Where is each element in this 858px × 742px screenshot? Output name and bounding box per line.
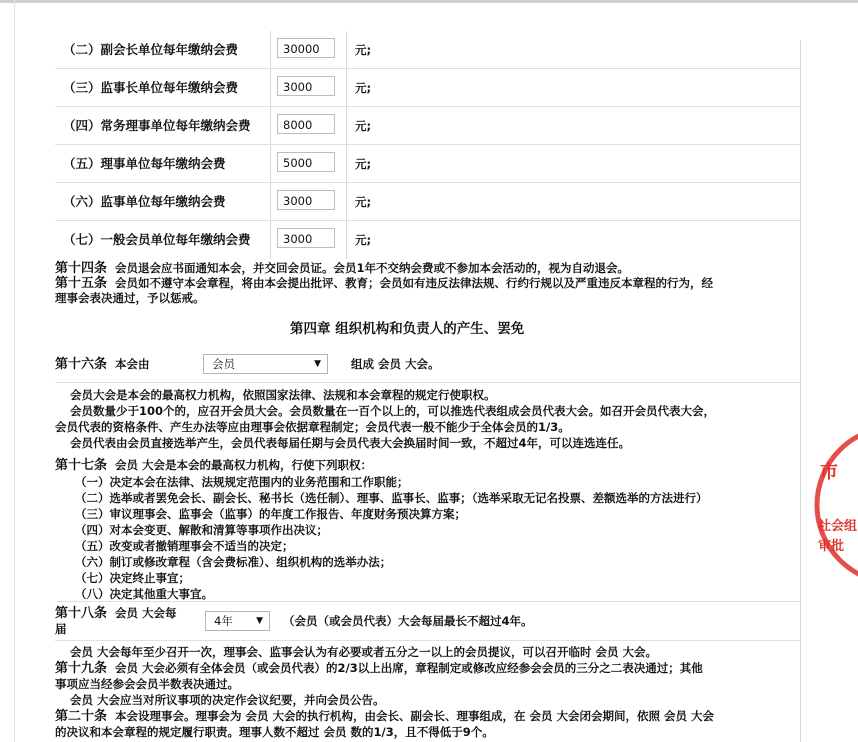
dropdown-arrow-icon: ▼ bbox=[314, 359, 321, 369]
fee-label: （七）一般会员单位每年缴纳会费 bbox=[63, 232, 251, 247]
fee-row-vice-president bbox=[55, 31, 800, 69]
term-length-select-value: 4年 bbox=[214, 614, 233, 628]
fee-input[interactable]: 8000 bbox=[277, 114, 335, 134]
fee-row-director bbox=[55, 145, 800, 183]
article-15-line1: 会员如不遵守本会章程，将由本会提出批评、教育；会员如有违反法律法规、行约行规以及严重违反本章程的行为，经 bbox=[115, 276, 714, 290]
article-17-intro: 会员 大会是本会的最高权力机构，行使下列职权： bbox=[115, 458, 373, 472]
fee-unit: 元; bbox=[355, 81, 372, 95]
fee-input-cell bbox=[270, 183, 347, 221]
page-left-margin-line bbox=[14, 0, 15, 742]
article-19-line2: 事项应当经参会会员半数表决通过。 bbox=[55, 677, 239, 691]
term-length-select[interactable] bbox=[205, 611, 270, 631]
article-20-line2: 的决议和本会章程的规定履行职责。理事人数不超过 会员 数的1/3，且不得低于9个。 bbox=[55, 725, 494, 739]
article-18 bbox=[55, 606, 177, 621]
article-19-line1: 会员 大会必须有全体会员（或会员代表）的2/3以上出席，章程制定或修改应经参会会员的三分之二表决通过；其他 bbox=[115, 661, 703, 675]
article-15-line2: 理事会表决通过，予以惩戒。 bbox=[55, 291, 205, 305]
section-divider bbox=[55, 382, 800, 383]
article-17-item: （三）审议理事会、监事会（监事）的年度工作报告、年度财务预决算方案； bbox=[75, 507, 466, 521]
article-17-item: （五）改变或者撤销理事会不适当的决定； bbox=[75, 539, 294, 553]
article-20-line1: 本会设理事会。理事会为 会员 大会的执行机构，由会长、副会长、理事组成，在 会员 大会闭会期间，依照 会员 大会 bbox=[115, 709, 715, 723]
article-19-line3: 会员 大会应当对所议事项的决定作会议纪要，并向会员公告。 bbox=[70, 693, 385, 707]
fee-label: （四）常务理事单位每年缴纳会费 bbox=[63, 118, 251, 133]
fee-label: （三）监事长单位每年缴纳会费 bbox=[63, 80, 239, 95]
seal-text-1: 市 bbox=[820, 462, 838, 483]
para18: 会员 大会每年至少召开一次，理事会、监事会认为有必要或者五分之一以上的会员提议，可以召开临时 会员 大会。 bbox=[70, 645, 658, 659]
chapter-4-title: 第四章 组织机构和负责人的产生、罢免 bbox=[290, 321, 525, 337]
para16-line1: 会员大会是本会的最高权力机构，依照国家法律、法规和本会章程的规定行使职权。 bbox=[70, 388, 496, 402]
para16-line4: 会员代表由会员直接选举产生，会员代表每届任期与会员代表大会换届时间一致，不超过4年，可以连选连任。 bbox=[70, 436, 630, 450]
official-seal bbox=[800, 420, 858, 590]
article-15 bbox=[55, 276, 713, 291]
fee-input-cell bbox=[270, 221, 347, 259]
seal-text-3: 审批 bbox=[818, 539, 845, 554]
dropdown-arrow-icon: ▼ bbox=[256, 616, 263, 626]
fee-unit: 元; bbox=[355, 233, 372, 247]
article-17-item: （一）决定本会在法律、法规规定范围内的业务范围和工作职能； bbox=[75, 475, 409, 489]
article-14-heading: 第十四条 bbox=[55, 261, 108, 276]
fee-label: （五）理事单位每年缴纳会费 bbox=[63, 156, 226, 171]
fee-input-cell bbox=[270, 31, 347, 69]
fee-unit: 元; bbox=[355, 157, 372, 171]
section-divider bbox=[55, 640, 800, 641]
article-14-text: 会员退会应书面通知本会，并交回会员证。会员1年不交纳会费或不参加本会活动的，视为自动退会。 bbox=[115, 261, 630, 275]
article-14 bbox=[55, 261, 629, 276]
article-15-heading: 第十五条 bbox=[55, 276, 108, 291]
article-17-item: （四）对本会变更、解散和清算等事项作出决议； bbox=[75, 523, 328, 537]
fee-unit: 元; bbox=[355, 119, 372, 133]
article-20-heading: 第二十条 bbox=[55, 709, 108, 724]
member-type-select-value: 会员 bbox=[212, 357, 235, 371]
seal-text-2: 社会组 bbox=[818, 519, 858, 534]
article-19 bbox=[55, 661, 703, 676]
article-17 bbox=[55, 458, 372, 473]
page-top-border bbox=[0, 0, 858, 3]
article-17-item: （八）决定其他重大事宜。 bbox=[75, 587, 213, 601]
article-17-item: （六）制订或修改章程（含会费标准）、组织机构的选举办法； bbox=[75, 555, 392, 569]
article-18-heading: 第十八条 bbox=[55, 606, 108, 621]
fee-unit: 元; bbox=[355, 195, 372, 209]
fee-input[interactable]: 30000 bbox=[277, 38, 335, 58]
fee-row-supervisor-chief bbox=[55, 69, 800, 107]
fee-row-ordinary-member bbox=[55, 221, 800, 259]
article-16-prefix: 本会由 bbox=[115, 357, 150, 371]
fee-input-cell bbox=[270, 69, 347, 107]
fee-label: （六）监事单位每年缴纳会费 bbox=[63, 194, 226, 209]
section-divider bbox=[55, 601, 800, 602]
content-right-border bbox=[800, 40, 801, 742]
fee-unit: 元; bbox=[355, 43, 372, 57]
member-type-select[interactable] bbox=[203, 354, 328, 374]
seal-graphic bbox=[800, 420, 858, 590]
article-16 bbox=[55, 357, 150, 372]
fee-input-cell bbox=[270, 107, 347, 145]
fee-input-cell bbox=[270, 145, 347, 183]
fee-row-standing-director bbox=[55, 107, 800, 145]
fee-label: （二）副会长单位每年缴纳会费 bbox=[63, 42, 239, 57]
article-18-prefix: 会员 大会每 bbox=[115, 606, 177, 620]
para16-line2: 会员数量少于100个的，应召开会员大会。会员数量在一百个以上的，可以推选代表组成会员代表大会。如召开会员代表大会， bbox=[70, 404, 715, 418]
article-17-item: （七）决定终止事宜； bbox=[75, 571, 190, 585]
article-17-heading: 第十七条 bbox=[55, 458, 108, 473]
article-16-heading: 第十六条 bbox=[55, 357, 108, 372]
article-17-item: （二）选举或者罢免会长、副会长、秘书长（选任制）、理事、监事长、监事；（选举采取无记名投票、差额选举的方法进行） bbox=[75, 491, 708, 505]
article-20 bbox=[55, 709, 714, 724]
article-16-suffix: 组成 会员 大会。 bbox=[351, 357, 440, 371]
article-18-suffix: （会员（或会员代表）大会每届最长不超过4年。 bbox=[283, 614, 533, 628]
fee-row-supervisor bbox=[55, 183, 800, 221]
fee-input[interactable]: 3000 bbox=[277, 228, 335, 248]
fee-input[interactable]: 3000 bbox=[277, 76, 335, 96]
article-19-heading: 第十九条 bbox=[55, 661, 108, 676]
fee-input[interactable]: 3000 bbox=[277, 190, 335, 210]
fee-input[interactable]: 5000 bbox=[277, 152, 335, 172]
article-18-prefix2: 届 bbox=[55, 622, 67, 636]
para16-line3: 会员代表的资格条件、产生办法等应由理事会依据章程制定；会员代表一般不能少于全体会员的1/3。 bbox=[55, 420, 570, 434]
